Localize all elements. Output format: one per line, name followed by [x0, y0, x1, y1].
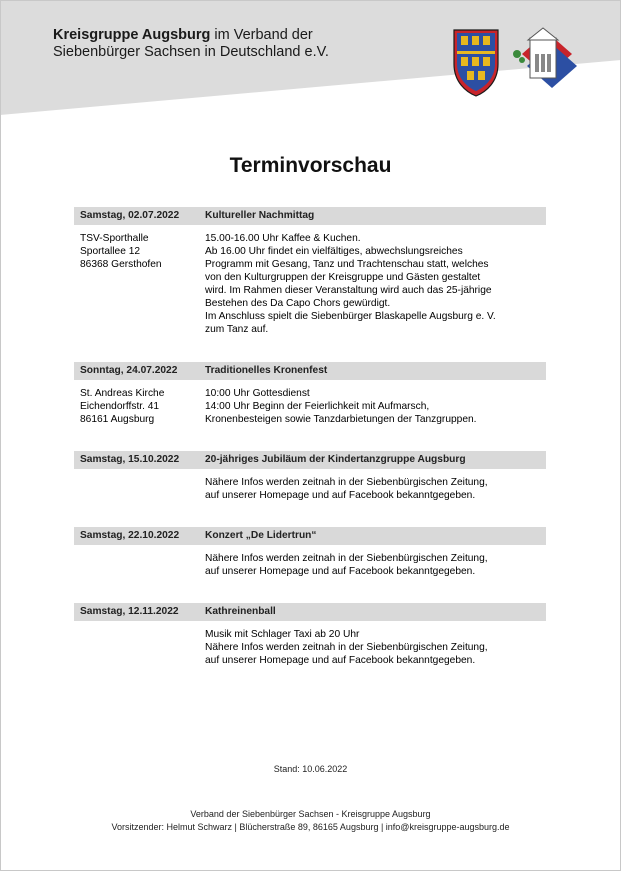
footer [0, 808, 621, 834]
page-title: Terminvorschau [229, 154, 392, 177]
description-line: Nähere Infos werden zeitnah in der Siebenbürgischen Zeitung, [205, 553, 488, 564]
description-line: 10:00 Uhr Gottesdienst [205, 388, 310, 399]
event-name: 20-jähriges Jubiläum der Kindertanzgruppe Augsburg [205, 454, 466, 465]
footer-line-2: Vorsitzender: Helmut Schwarz | Blücherstraße 89, 86165 Augsburg | info@kreisgruppe-augsburg.de [111, 822, 510, 832]
event-body [74, 552, 546, 578]
description-line: Nähere Infos werden zeitnah in der Siebenbürgischen Zeitung, [205, 477, 488, 488]
organization-name [53, 27, 329, 61]
event-date: Samstag, 22.10.2022 [80, 530, 180, 541]
event-date: Samstag, 12.11.2022 [80, 606, 179, 617]
event-description [205, 476, 545, 502]
event-body [74, 232, 546, 336]
description-line: Musik mit Schlager Taxi ab 20 Uhr [205, 629, 360, 640]
description-line: Bestehen des Da Capo Chors gewürdigt. [205, 298, 391, 309]
description-line: von den Kulturgruppen der Kreisgruppe und Gästen gestaltet [205, 272, 481, 283]
description-line: auf unserer Homepage und auf Facebook bekanntgegeben. [205, 655, 476, 666]
event-description [205, 232, 545, 336]
event-header [74, 527, 546, 545]
location-line: St. Andreas Kirche [80, 388, 165, 399]
event-entry [74, 207, 546, 336]
org-name-rest: im Verband der [210, 27, 313, 43]
description-line: auf unserer Homepage und auf Facebook bekanntgegeben. [205, 566, 476, 577]
event-entry [74, 451, 546, 502]
description-line: wird. Im Rahmen dieser Veranstaltung wird auch das 25-jährige [205, 285, 492, 296]
location-line: Sportallee 12 [80, 246, 141, 257]
event-header [74, 603, 546, 621]
description-line: auf unserer Homepage und auf Facebook bekanntgegeben. [205, 490, 476, 501]
event-description [205, 628, 545, 667]
event-date: Samstag, 02.07.2022 [80, 210, 180, 221]
event-body [74, 476, 546, 502]
description-line: 15.00-16.00 Uhr Kaffee & Kuchen. [205, 233, 361, 244]
location-line: 86368 Gersthofen [80, 259, 162, 270]
event-name: Kultureller Nachmittag [205, 210, 315, 221]
description-line: Nähere Infos werden zeitnah in der Siebenbürgischen Zeitung, [205, 642, 488, 653]
description-line: Im Anschluss spielt die Siebenbürger Blaskapelle Augsburg e. V. [205, 311, 496, 322]
org-name-line2: Siebenbürger Sachsen in Deutschland e.V. [53, 44, 329, 60]
fortress-logo-icon [513, 28, 577, 88]
event-header [74, 451, 546, 469]
location-line: 86161 Augsburg [80, 414, 155, 425]
location-line: TSV-Sporthalle [80, 233, 149, 244]
event-description [205, 387, 545, 426]
logos [452, 24, 582, 104]
event-name: Konzert „De Lidertrun“ [205, 530, 317, 541]
event-header [74, 207, 546, 225]
event-name: Kathreinenball [205, 606, 276, 617]
location-line: Eichendorffstr. 41 [80, 401, 160, 412]
event-description [205, 552, 545, 578]
event-name: Traditionelles Kronenfest [205, 365, 328, 376]
event-entry [74, 603, 546, 667]
event-entry [74, 527, 546, 578]
event-header [74, 362, 546, 380]
event-date: Sonntag, 24.07.2022 [80, 365, 178, 376]
event-location [80, 232, 200, 271]
org-name-bold: Kreisgruppe Augsburg [53, 27, 211, 43]
description-line: Kronenbesteigen sowie Tanzdarbietungen der Tanzgruppen. [205, 414, 477, 425]
description-line: zum Tanz auf. [205, 324, 269, 335]
event-entry [74, 362, 546, 426]
event-body [74, 628, 546, 667]
event-date: Samstag, 15.10.2022 [80, 454, 180, 465]
coat-of-arms-icon [454, 30, 498, 96]
description-line: Programm mit Gesang, Tanz und Trachtenschau statt, welches [205, 259, 489, 270]
footer-line-1: Verband der Siebenbürger Sachsen - Kreisgruppe Augsburg [190, 809, 431, 819]
event-location [80, 387, 200, 426]
description-line: 14:00 Uhr Beginn der Feierlichkeit mit Aufmarsch, [205, 401, 430, 412]
description-line: Ab 16.00 Uhr findet ein vielfältiges, abwechslungsreiches [205, 246, 463, 257]
stand-date: Stand: 10.06.2022 [273, 764, 348, 774]
event-body [74, 387, 546, 426]
